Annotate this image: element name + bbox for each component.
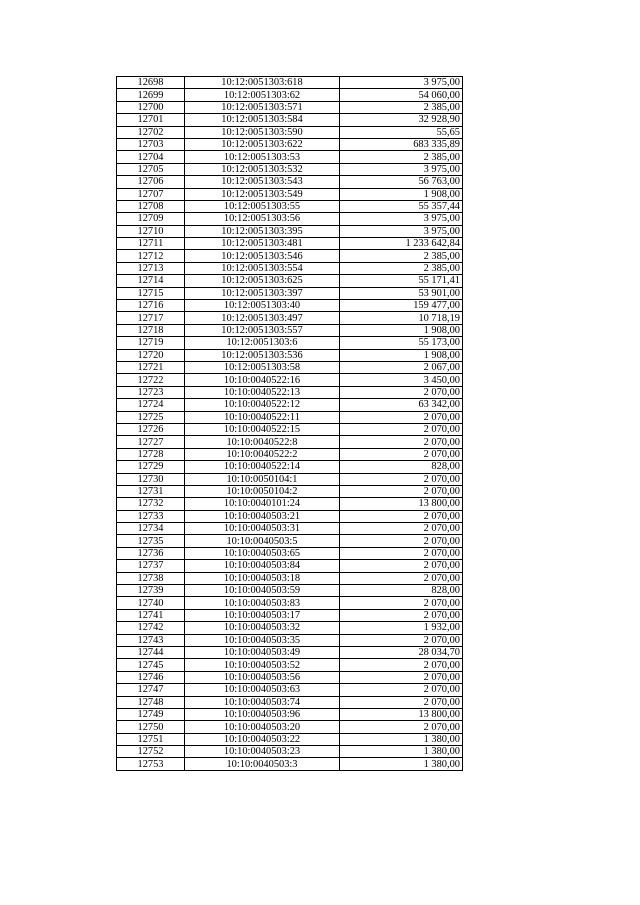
value-cell: 3 975,00 (340, 163, 463, 175)
table-row (117, 300, 463, 312)
row-number-cell: 12746 (117, 671, 185, 683)
cadastral-number-cell: 10:10:0040503:31 (185, 523, 340, 535)
value-cell: 2 070,00 (340, 485, 463, 497)
value-cell: 55 173,00 (340, 337, 463, 349)
table-row (117, 275, 463, 287)
row-number-cell: 12749 (117, 708, 185, 720)
cadastral-number-cell: 10:10:0040522:15 (185, 423, 340, 435)
table-row (117, 374, 463, 386)
value-cell: 2 070,00 (340, 696, 463, 708)
row-number-cell: 12738 (117, 572, 185, 584)
row-number-cell: 12725 (117, 411, 185, 423)
value-cell: 159 477,00 (340, 300, 463, 312)
table-row (117, 498, 463, 510)
cadastral-number-cell: 10:10:0040503:56 (185, 671, 340, 683)
value-cell: 1 908,00 (340, 188, 463, 200)
value-cell: 2 070,00 (340, 523, 463, 535)
value-cell: 2 070,00 (340, 510, 463, 522)
cadastral-number-cell: 10:10:0040522:2 (185, 448, 340, 460)
table-row (117, 535, 463, 547)
table-row (117, 671, 463, 683)
row-number-cell: 12698 (117, 77, 185, 89)
value-cell: 2 070,00 (340, 411, 463, 423)
value-cell: 53 901,00 (340, 287, 463, 299)
value-cell: 54 060,00 (340, 89, 463, 101)
cadastral-number-cell: 10:10:0040503:59 (185, 585, 340, 597)
cadastral-number-cell: 10:10:0040503:22 (185, 733, 340, 745)
table-row (117, 423, 463, 435)
table-row (117, 572, 463, 584)
cadastral-number-cell: 10:10:0040503:3 (185, 758, 340, 770)
cadastral-number-cell: 10:12:0051303:584 (185, 114, 340, 126)
value-cell: 2 385,00 (340, 262, 463, 274)
cadastral-number-cell: 10:10:0040522:16 (185, 374, 340, 386)
row-number-cell: 12739 (117, 585, 185, 597)
cadastral-number-cell: 10:12:0051303:397 (185, 287, 340, 299)
table-row (117, 312, 463, 324)
row-number-cell: 12710 (117, 225, 185, 237)
cadastral-number-cell: 10:10:0040522:12 (185, 399, 340, 411)
table-row (117, 659, 463, 671)
table-row (117, 176, 463, 188)
value-cell: 828,00 (340, 461, 463, 473)
row-number-cell: 12724 (117, 399, 185, 411)
row-number-cell: 12742 (117, 622, 185, 634)
value-cell: 1 380,00 (340, 733, 463, 745)
cadastral-number-cell: 10:10:0050104:1 (185, 473, 340, 485)
cadastral-number-cell: 10:10:0040503:20 (185, 721, 340, 733)
value-cell: 55,65 (340, 126, 463, 138)
cadastral-number-cell: 10:12:0051303:549 (185, 188, 340, 200)
cadastral-number-cell: 10:10:0040503:32 (185, 622, 340, 634)
table-row (117, 448, 463, 460)
row-number-cell: 12718 (117, 324, 185, 336)
cadastral-number-cell: 10:10:0040503:96 (185, 708, 340, 720)
table-row (117, 622, 463, 634)
row-number-cell: 12699 (117, 89, 185, 101)
row-number-cell: 12715 (117, 287, 185, 299)
cadastral-number-cell: 10:10:0040522:13 (185, 386, 340, 398)
cadastral-number-cell: 10:12:0051303:497 (185, 312, 340, 324)
cadastral-number-cell: 10:10:0040503:63 (185, 684, 340, 696)
table-row (117, 324, 463, 336)
row-number-cell: 12723 (117, 386, 185, 398)
cadastral-number-cell: 10:12:0051303:53 (185, 151, 340, 163)
cadastral-number-cell: 10:10:0040522:8 (185, 436, 340, 448)
row-number-cell: 12752 (117, 746, 185, 758)
cadastral-number-cell: 10:10:0040503:17 (185, 609, 340, 621)
value-cell: 1 932,00 (340, 622, 463, 634)
row-number-cell: 12748 (117, 696, 185, 708)
row-number-cell: 12700 (117, 101, 185, 113)
row-number-cell: 12717 (117, 312, 185, 324)
value-cell: 683 335,89 (340, 138, 463, 150)
value-cell: 2 070,00 (340, 659, 463, 671)
row-number-cell: 12731 (117, 485, 185, 497)
cadastral-number-cell: 10:10:0040503:18 (185, 572, 340, 584)
table-row (117, 200, 463, 212)
table-row (117, 560, 463, 572)
table-row (117, 746, 463, 758)
table-row (117, 386, 463, 398)
value-cell: 1 380,00 (340, 758, 463, 770)
table-row (117, 721, 463, 733)
row-number-cell: 12705 (117, 163, 185, 175)
cadastral-number-cell: 10:12:0051303:571 (185, 101, 340, 113)
row-number-cell: 12721 (117, 361, 185, 373)
value-cell: 55 171,41 (340, 275, 463, 287)
table-row (117, 337, 463, 349)
row-number-cell: 12702 (117, 126, 185, 138)
value-cell: 2 070,00 (340, 597, 463, 609)
table-row (117, 436, 463, 448)
row-number-cell: 12737 (117, 560, 185, 572)
cadastral-number-cell: 10:10:0040503:74 (185, 696, 340, 708)
row-number-cell: 12709 (117, 213, 185, 225)
cadastral-number-cell: 10:12:0051303:6 (185, 337, 340, 349)
table-row (117, 225, 463, 237)
table-row (117, 646, 463, 658)
value-cell: 13 800,00 (340, 708, 463, 720)
value-cell: 1 908,00 (340, 349, 463, 361)
table-row (117, 287, 463, 299)
cadastral-number-cell: 10:10:0040503:83 (185, 597, 340, 609)
table-row (117, 684, 463, 696)
cadastral-number-cell: 10:12:0051303:543 (185, 176, 340, 188)
row-number-cell: 12744 (117, 646, 185, 658)
value-cell: 2 070,00 (340, 386, 463, 398)
row-number-cell: 12743 (117, 634, 185, 646)
row-number-cell: 12730 (117, 473, 185, 485)
value-cell: 2 070,00 (340, 572, 463, 584)
value-cell: 2 070,00 (340, 535, 463, 547)
cadastral-number-cell: 10:10:0040522:11 (185, 411, 340, 423)
row-number-cell: 12714 (117, 275, 185, 287)
row-number-cell: 12732 (117, 498, 185, 510)
value-cell: 2 070,00 (340, 684, 463, 696)
cadastral-number-cell: 10:10:0040503:21 (185, 510, 340, 522)
row-number-cell: 12734 (117, 523, 185, 535)
cadastral-number-cell: 10:12:0051303:618 (185, 77, 340, 89)
cadastral-number-cell: 10:10:0040503:52 (185, 659, 340, 671)
row-number-cell: 12735 (117, 535, 185, 547)
table-row (117, 349, 463, 361)
row-number-cell: 12741 (117, 609, 185, 621)
table-row (117, 733, 463, 745)
cadastral-number-cell: 10:10:0050104:2 (185, 485, 340, 497)
table-row (117, 473, 463, 485)
value-cell: 2 070,00 (340, 721, 463, 733)
table-row (117, 151, 463, 163)
row-number-cell: 12750 (117, 721, 185, 733)
table-row (117, 708, 463, 720)
table-row (117, 585, 463, 597)
row-number-cell: 12720 (117, 349, 185, 361)
table-body (117, 77, 463, 771)
row-number-cell: 12712 (117, 250, 185, 262)
table-row (117, 77, 463, 89)
table-row (117, 411, 463, 423)
value-cell: 2 385,00 (340, 151, 463, 163)
cadastral-number-cell: 10:12:0051303:590 (185, 126, 340, 138)
cadastral-number-cell: 10:12:0051303:481 (185, 238, 340, 250)
value-cell: 10 718,19 (340, 312, 463, 324)
table-row (117, 126, 463, 138)
cadastral-number-cell: 10:12:0051303:622 (185, 138, 340, 150)
row-number-cell: 12713 (117, 262, 185, 274)
table-row (117, 238, 463, 250)
cadastral-number-cell: 10:12:0051303:40 (185, 300, 340, 312)
value-cell: 2 070,00 (340, 473, 463, 485)
value-cell: 2 070,00 (340, 671, 463, 683)
row-number-cell: 12726 (117, 423, 185, 435)
table-row (117, 163, 463, 175)
table-row (117, 510, 463, 522)
value-cell: 1 233 642,84 (340, 238, 463, 250)
cadastral-number-cell: 10:12:0051303:56 (185, 213, 340, 225)
cadastral-number-cell: 10:12:0051303:55 (185, 200, 340, 212)
value-cell: 2 067,00 (340, 361, 463, 373)
cadastral-number-cell: 10:10:0040503:65 (185, 547, 340, 559)
value-cell: 3 975,00 (340, 225, 463, 237)
value-cell: 1 908,00 (340, 324, 463, 336)
table-row (117, 361, 463, 373)
row-number-cell: 12704 (117, 151, 185, 163)
table-row (117, 138, 463, 150)
value-cell: 1 380,00 (340, 746, 463, 758)
table-row (117, 485, 463, 497)
table-row (117, 634, 463, 646)
value-cell: 2 070,00 (340, 448, 463, 460)
row-number-cell: 12701 (117, 114, 185, 126)
cadastral-number-cell: 10:10:0040503:49 (185, 646, 340, 658)
cadastral-number-cell: 10:12:0051303:546 (185, 250, 340, 262)
table-row (117, 461, 463, 473)
row-number-cell: 12711 (117, 238, 185, 250)
cadastral-number-cell: 10:10:0040503:5 (185, 535, 340, 547)
value-cell: 28 034,70 (340, 646, 463, 658)
table-row (117, 523, 463, 535)
row-number-cell: 12747 (117, 684, 185, 696)
row-number-cell: 12706 (117, 176, 185, 188)
table-row (117, 101, 463, 113)
table-row (117, 609, 463, 621)
cadastral-number-cell: 10:12:0051303:554 (185, 262, 340, 274)
cadastral-number-cell: 10:12:0051303:395 (185, 225, 340, 237)
table-row (117, 547, 463, 559)
value-cell: 2 070,00 (340, 560, 463, 572)
row-number-cell: 12745 (117, 659, 185, 671)
row-number-cell: 12703 (117, 138, 185, 150)
value-cell: 2 070,00 (340, 423, 463, 435)
cadastral-number-cell: 10:12:0051303:62 (185, 89, 340, 101)
table-row (117, 758, 463, 770)
value-cell: 2 070,00 (340, 634, 463, 646)
table-row (117, 597, 463, 609)
value-cell: 56 763,00 (340, 176, 463, 188)
row-number-cell: 12722 (117, 374, 185, 386)
value-cell: 2 385,00 (340, 101, 463, 113)
row-number-cell: 12729 (117, 461, 185, 473)
row-number-cell: 12719 (117, 337, 185, 349)
row-number-cell: 12736 (117, 547, 185, 559)
table-row (117, 188, 463, 200)
value-cell: 13 800,00 (340, 498, 463, 510)
row-number-cell: 12716 (117, 300, 185, 312)
table-row (117, 114, 463, 126)
cadastral-value-table (116, 76, 463, 771)
cadastral-number-cell: 10:12:0051303:532 (185, 163, 340, 175)
cadastral-number-cell: 10:12:0051303:58 (185, 361, 340, 373)
value-cell: 2 385,00 (340, 250, 463, 262)
cadastral-number-cell: 10:10:0040522:14 (185, 461, 340, 473)
value-cell: 63 342,00 (340, 399, 463, 411)
row-number-cell: 12753 (117, 758, 185, 770)
value-cell: 2 070,00 (340, 609, 463, 621)
value-cell: 3 975,00 (340, 213, 463, 225)
table-row (117, 213, 463, 225)
cadastral-number-cell: 10:12:0051303:557 (185, 324, 340, 336)
cadastral-number-cell: 10:10:0040503:23 (185, 746, 340, 758)
table-row (117, 262, 463, 274)
row-number-cell: 12707 (117, 188, 185, 200)
table-row (117, 696, 463, 708)
table-row (117, 250, 463, 262)
value-cell: 3 975,00 (340, 77, 463, 89)
value-cell: 828,00 (340, 585, 463, 597)
row-number-cell: 12733 (117, 510, 185, 522)
value-cell: 2 070,00 (340, 547, 463, 559)
cadastral-number-cell: 10:12:0051303:625 (185, 275, 340, 287)
value-cell: 2 070,00 (340, 436, 463, 448)
row-number-cell: 12727 (117, 436, 185, 448)
cadastral-number-cell: 10:10:0040503:84 (185, 560, 340, 572)
cadastral-number-cell: 10:10:0040503:35 (185, 634, 340, 646)
row-number-cell: 12740 (117, 597, 185, 609)
value-cell: 32 928,90 (340, 114, 463, 126)
row-number-cell: 12751 (117, 733, 185, 745)
table-row (117, 89, 463, 101)
row-number-cell: 12728 (117, 448, 185, 460)
value-cell: 55 357,44 (340, 200, 463, 212)
value-cell: 3 450,00 (340, 374, 463, 386)
cadastral-number-cell: 10:12:0051303:536 (185, 349, 340, 361)
table-row (117, 399, 463, 411)
cadastral-number-cell: 10:10:0040101:24 (185, 498, 340, 510)
row-number-cell: 12708 (117, 200, 185, 212)
